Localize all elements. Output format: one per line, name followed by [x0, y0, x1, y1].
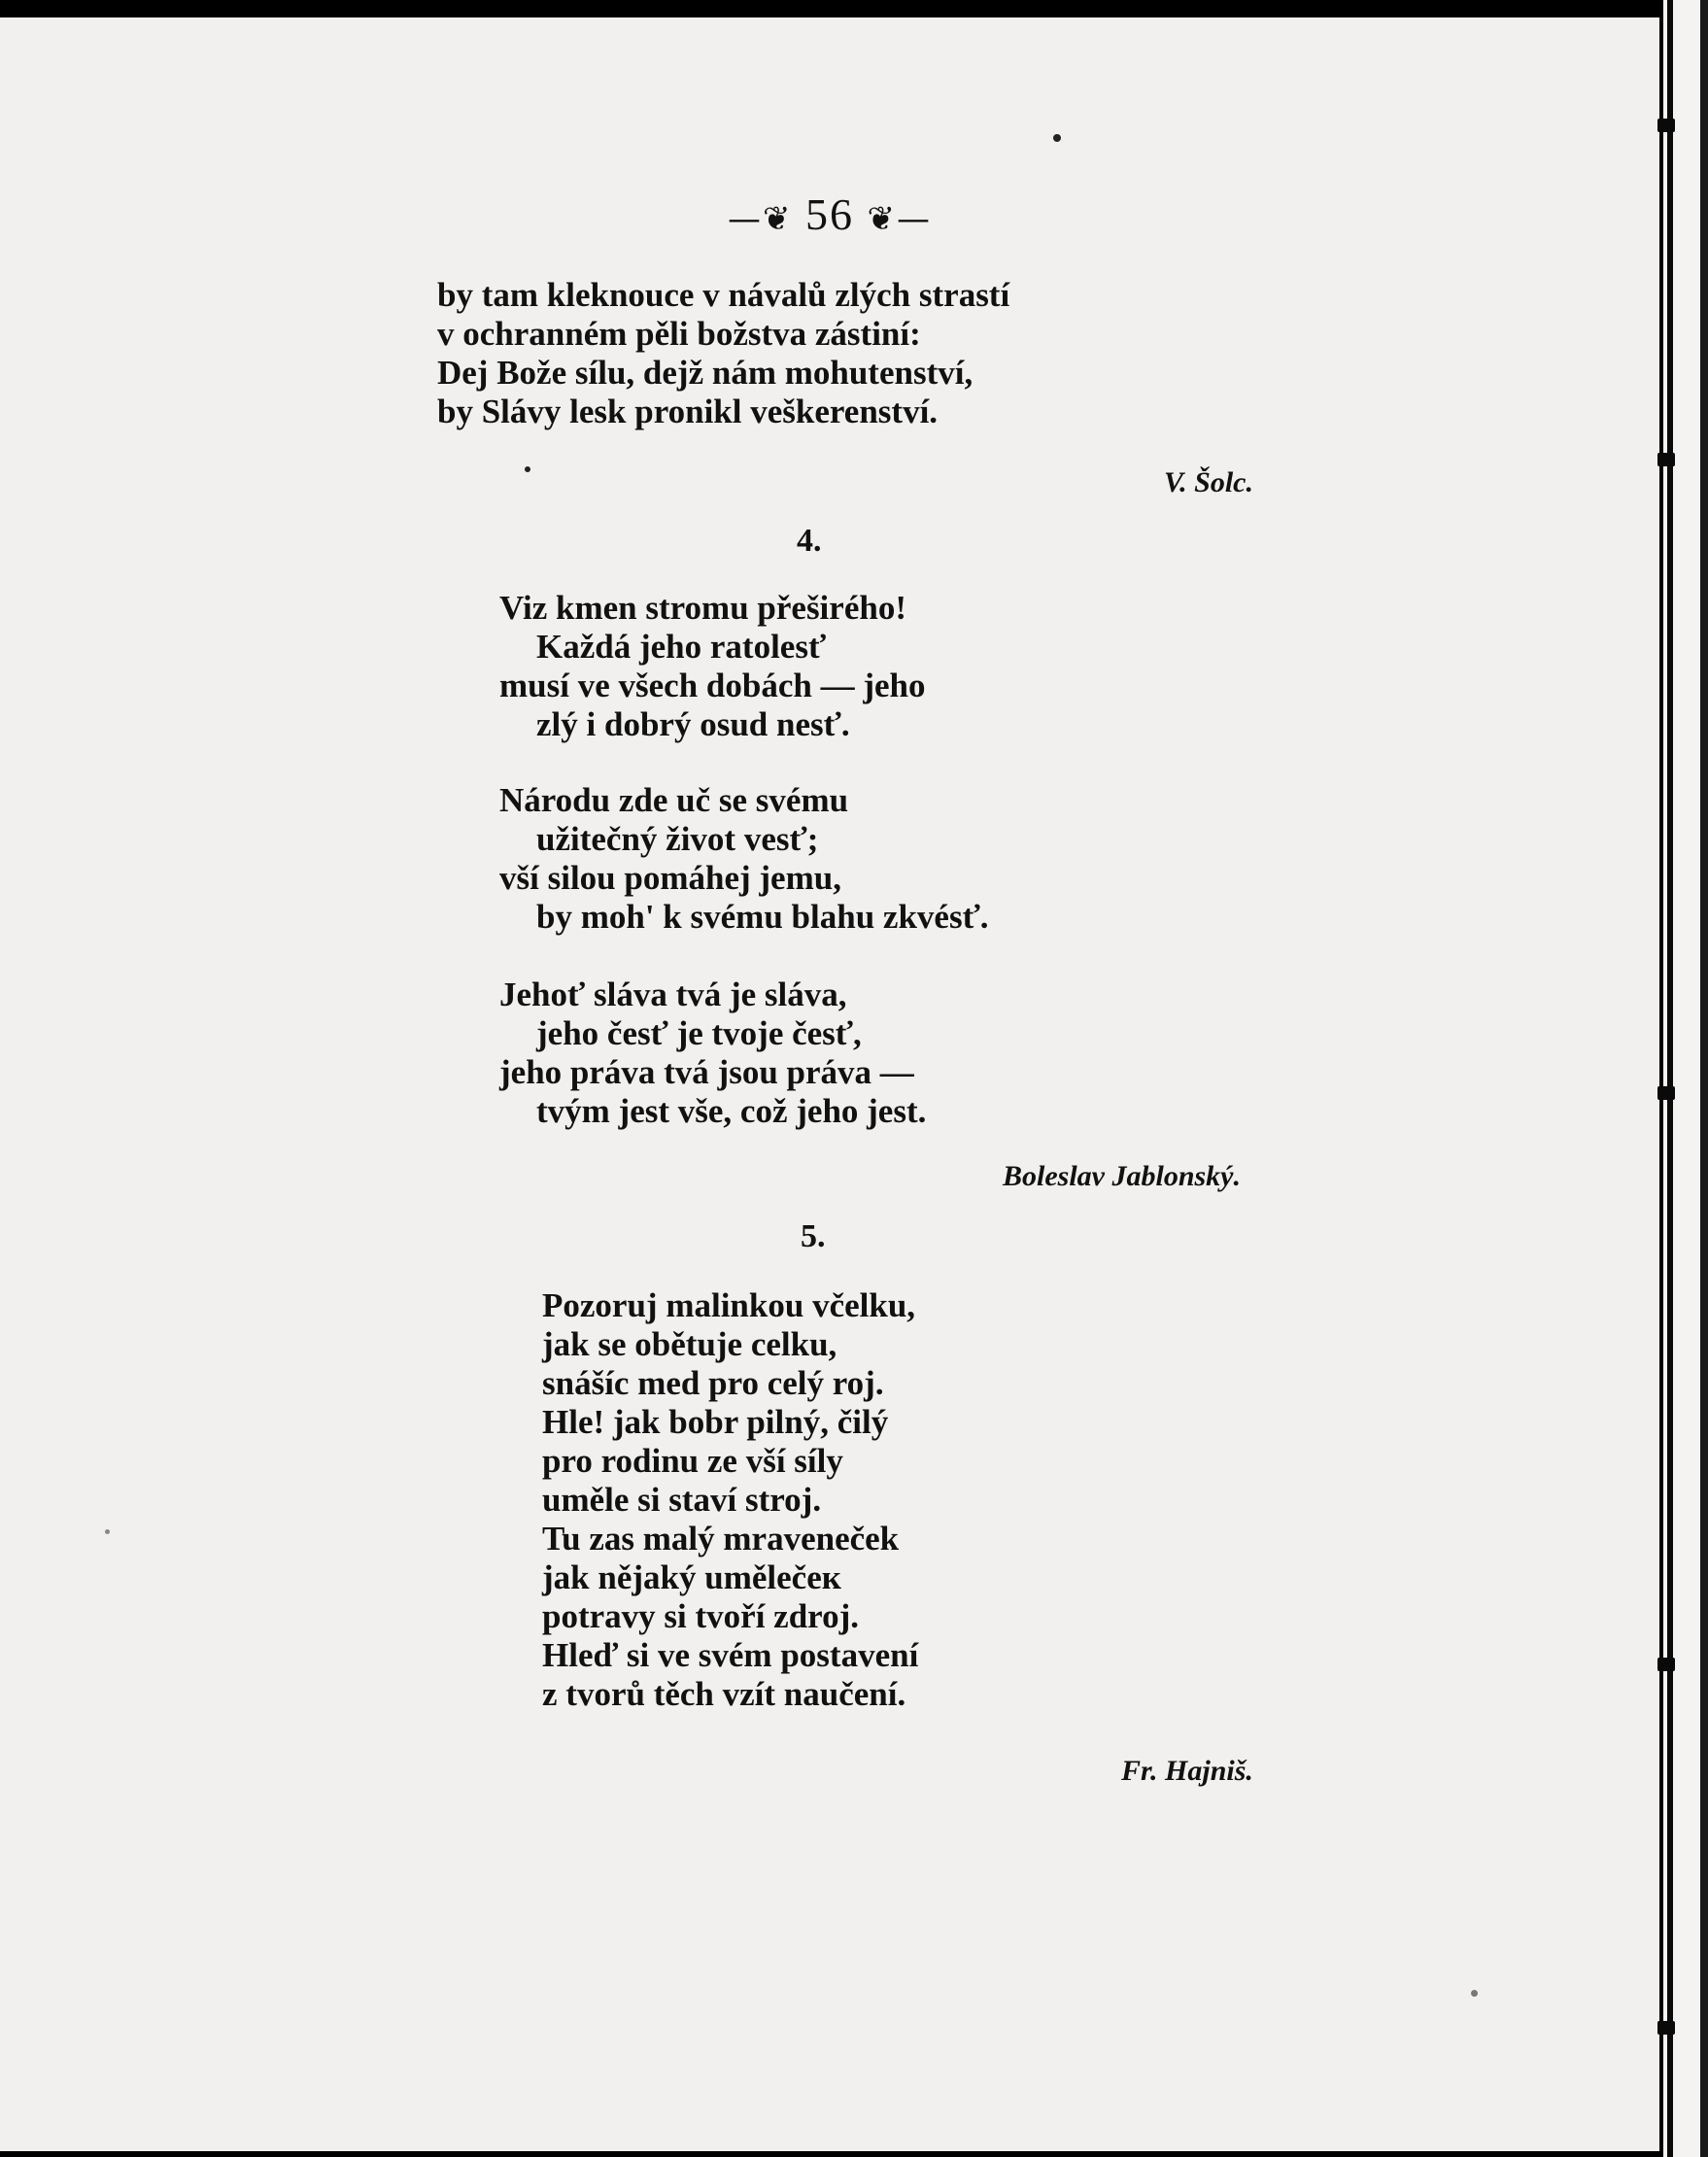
poem-line: Tu zas malý mraveneček — [542, 1520, 900, 1558]
page-number: 56 — [805, 189, 854, 239]
poem-line: z tvorů těch vzít naučení. — [542, 1675, 906, 1713]
poem-line: Hle! jak bobr pilný, čilý — [542, 1403, 889, 1441]
poem-line: Každá jeho ratolesť — [536, 628, 827, 666]
poem-line: jeho práva tvá jsou práva — — [499, 1053, 914, 1091]
binding-shadow — [1700, 0, 1708, 2157]
poem-line: Pozoruj malinkou včelku, — [542, 1286, 916, 1324]
poem-line: by moh' k svému blahu zkvésť. — [536, 898, 989, 936]
poem-line: jak se obětuje celku, — [542, 1325, 837, 1363]
poem-line: vší silou pomáhej jemu, — [499, 859, 841, 897]
poem-line: jak nějaký umělečeк — [542, 1558, 841, 1596]
poem-line: uměle si staví stroj. — [542, 1481, 822, 1519]
section-number: 5. — [801, 1218, 826, 1254]
binding-clip — [1657, 1086, 1675, 1100]
poem-line: Jehoť sláva tvá je sláva, — [499, 976, 847, 1013]
page-binding-edge — [1663, 0, 1708, 2157]
poem-line: pro rodinu ze vší síly — [542, 1442, 843, 1480]
poem-line: Dej Bože sílu, dejž nám mohutenství, — [437, 354, 974, 392]
poem-line: Viz kmen stromu přeširého! — [499, 589, 906, 627]
poem-line: by Slávy lesk pronikl veškerenství. — [437, 393, 939, 430]
book-page — [0, 17, 1659, 2151]
author-signature: Fr. Hajniš. — [1121, 1755, 1253, 1787]
binding-clip — [1657, 453, 1675, 466]
left-ornament-icon: —❦ — [728, 199, 793, 239]
ink-speck — [1471, 1990, 1478, 1997]
author-signature: V. Šolc. — [1164, 466, 1253, 498]
right-ornament-icon: ❦— — [867, 199, 932, 239]
author-signature: Boleslav Jablonský. — [1003, 1160, 1241, 1192]
poem-line: zlý i dobrý osud nesť. — [536, 705, 850, 743]
poem-line: jeho česť je tvoje česť, — [536, 1014, 862, 1052]
poem-line: Národu zde uč se svému — [499, 781, 849, 819]
binding-clip — [1657, 2021, 1675, 2035]
ink-speck — [1053, 134, 1061, 142]
page-header — [0, 188, 1659, 240]
poem-line: užitečný život vesť; — [536, 820, 819, 858]
poem-line: v ochranném pěli božstva zástiní: — [437, 315, 921, 353]
binding-clip — [1657, 119, 1675, 132]
ink-speck — [525, 466, 530, 472]
poem-line: tvým jest vše, což jeho jest. — [536, 1092, 927, 1130]
poem-line: potravy si tvoří zdroj. — [542, 1597, 859, 1635]
poem-line: musí ve všech dobách — jeho — [499, 667, 926, 704]
binding-clip — [1657, 1658, 1675, 1671]
poem-line: snášíc med pro celý roj. — [542, 1364, 884, 1402]
ink-speck — [105, 1529, 110, 1534]
binding-line — [1667, 0, 1673, 2157]
poem-line: Hleď si ve svém postavení — [542, 1636, 919, 1674]
poem-line: by tam kleknouce v návalů zlých strastí — [437, 276, 1010, 314]
section-number: 4. — [797, 523, 822, 559]
